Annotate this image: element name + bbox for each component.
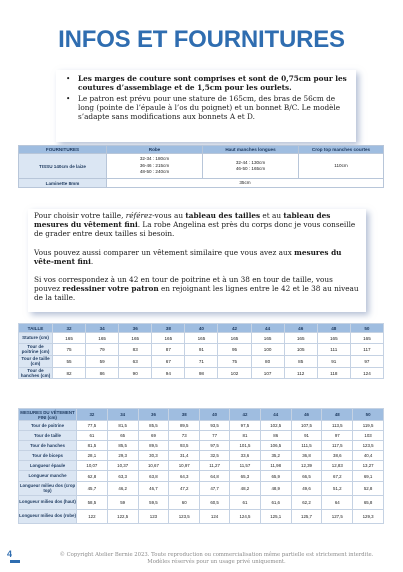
- table-cell: 11,57: [230, 461, 261, 471]
- size-row: [19, 355, 384, 367]
- size-column-header: 46: [284, 324, 317, 333]
- table-cell: 93,5: [200, 421, 230, 431]
- table-cell: 129,3: [353, 509, 384, 523]
- table-cell: 165: [53, 333, 86, 344]
- measurement-row: [19, 495, 384, 509]
- size-column-header: 50: [353, 409, 384, 421]
- note-item-seam: • Les marges de couture sont comprises et sont de 0,75cm pour les coutures d’assemblage et de 1,5cm pour les ourlets.: [66, 74, 347, 93]
- table-cell: 61: [77, 431, 108, 441]
- size-column-header: 38: [169, 409, 200, 421]
- table-cell: 122: [77, 509, 108, 523]
- size-column-header: 46: [291, 409, 322, 421]
- table-cell: 61: [230, 495, 261, 509]
- table-cell: 89,5: [169, 421, 200, 431]
- table-cell: 86: [86, 367, 119, 379]
- table-cell: 117: [350, 344, 383, 356]
- table-cell: 81: [230, 431, 261, 441]
- table-cell: 52,8: [353, 481, 384, 495]
- table-cell: 77: [200, 431, 230, 441]
- table-cell: 95: [218, 344, 251, 356]
- advice-paragraph: Si vos correspondez à un 42 en tour de poitrine et à un 38 en tour de taille, vous pouvez redessiner votre patron en rejoignant les lignes entre le 42 et le 38 au niveau de la taille.: [34, 275, 359, 303]
- size-column-header: 36: [119, 324, 152, 333]
- table-cell: 81,5: [77, 441, 108, 451]
- table-cell: 80: [251, 355, 284, 367]
- table-cell: 51,2: [322, 481, 353, 495]
- table-cell: 12,39: [291, 461, 322, 471]
- supplies-lining-value: 35cm: [107, 179, 384, 188]
- table-cell: 61,6: [260, 495, 291, 509]
- row-label: Tour de poitrine: [19, 421, 77, 431]
- supplies-header: Crop top manches courtes: [299, 146, 384, 154]
- table-cell: 63: [119, 355, 152, 367]
- page-title: INFOS ET FOURNITURES: [58, 26, 345, 53]
- table-cell: 69: [138, 431, 169, 441]
- table-cell: 48,2: [230, 481, 261, 495]
- table-cell: 32,5: [200, 451, 230, 461]
- table-cell: 93,5: [169, 441, 200, 451]
- table-cell: 29,3: [107, 451, 138, 461]
- size-row: [19, 344, 384, 356]
- table-cell: 102: [218, 367, 251, 379]
- table-cell: 60,5: [200, 495, 230, 509]
- measurement-row: [19, 431, 384, 441]
- advice-paragraph: Vous pouvez aussi comparer un vêtement similaire que vous avez aux mesures du vête-ment fini.: [34, 247, 342, 266]
- table-cell: 112: [284, 367, 317, 379]
- table-cell: 83: [119, 344, 152, 356]
- table-cell: 79: [86, 344, 119, 356]
- table-cell: 124,5: [230, 509, 261, 523]
- table-cell: 40,4: [353, 451, 384, 461]
- table-cell: 11,98: [260, 461, 291, 471]
- table-cell: 75: [53, 344, 86, 356]
- table-cell: 77,5: [77, 421, 108, 431]
- size-column-header: 42: [230, 409, 261, 421]
- row-label: Tour de hanches (cm): [19, 367, 53, 379]
- row-label: Tour de biceps: [19, 451, 77, 461]
- table-cell: 107,5: [291, 421, 322, 431]
- row-label: Tour de poitrine (cm): [19, 344, 53, 356]
- table-cell: 97,5: [230, 421, 261, 431]
- table-cell: 122,5: [107, 509, 138, 523]
- table-header-label: MESURES DU VÊTEMENT FINI (cm): [20, 409, 75, 420]
- row-label: Longueur milieu dos (haut): [19, 495, 77, 509]
- table-cell: 10,97: [169, 461, 200, 471]
- table-cell: 100: [251, 344, 284, 356]
- supplies-fabric-label: TISSU 140cm de laize: [19, 154, 107, 179]
- row-label: Tour de taille (cm): [19, 355, 53, 367]
- size-column-header: 50: [350, 324, 383, 333]
- measurement-row: [19, 461, 384, 471]
- table-cell: 60: [169, 495, 200, 509]
- table-cell: 59: [107, 495, 138, 509]
- size-column-header: 40: [200, 409, 230, 421]
- size-column-header: 42: [218, 324, 251, 333]
- table-cell: 165: [350, 333, 383, 344]
- table-cell: 81,5: [107, 421, 138, 431]
- measurement-row: [19, 421, 384, 431]
- table-cell: 113,5: [322, 421, 353, 431]
- table-cell: 165: [185, 333, 218, 344]
- table-cell: 90: [119, 367, 152, 379]
- table-cell: 102,5: [260, 421, 291, 431]
- size-advice-box: [28, 209, 366, 312]
- size-column-header: 34: [107, 409, 138, 421]
- supplies-header: Haut manches longues: [203, 146, 299, 154]
- table-cell: 62,2: [291, 495, 322, 509]
- table-cell: 165: [284, 333, 317, 344]
- table-cell: 63,3: [107, 471, 138, 481]
- size-column-header: 48: [322, 409, 353, 421]
- table-cell: 111,5: [291, 441, 322, 451]
- supplies-robe-cell: 32-34 : 180cm 36-46 : 215cm 48-50 : 240cm: [107, 154, 203, 179]
- table-cell: 118: [317, 367, 350, 379]
- table-cell: 12,83: [322, 461, 353, 471]
- table-cell: 59: [86, 355, 119, 367]
- measurement-row: [19, 509, 384, 523]
- supplies-header: FOURNITURES: [19, 146, 107, 154]
- table-cell: 107: [251, 367, 284, 379]
- table-cell: 124: [200, 509, 230, 523]
- table-cell: 105: [284, 344, 317, 356]
- bullet-icon: •: [66, 74, 71, 83]
- table-cell: 82: [53, 367, 86, 379]
- table-cell: 123: [138, 509, 169, 523]
- table-cell: 31,4: [169, 451, 200, 461]
- measurement-row: [19, 471, 384, 481]
- table-cell: 91: [185, 344, 218, 356]
- table-cell: 91: [317, 355, 350, 367]
- table-cell: 59,5: [138, 495, 169, 509]
- page-number: 4: [7, 549, 13, 559]
- table-cell: 13,27: [353, 461, 384, 471]
- advice-paragraph: Pour choisir votre taille, référez-vous au tableau des tailles et au tableau des mesures du vêtement fini. La robe Angelina est près du corps donc je vous conseille de grader entre deux tailles si besoin.: [34, 211, 356, 239]
- table-cell: 123,5: [353, 441, 384, 451]
- table-cell: 45,7: [77, 481, 108, 495]
- size-column-header: 44: [260, 409, 291, 421]
- table-cell: 48,9: [260, 481, 291, 495]
- table-cell: 165: [86, 333, 119, 344]
- table-cell: 67,2: [322, 471, 353, 481]
- table-cell: 117,5: [322, 441, 353, 451]
- size-table: [18, 323, 384, 379]
- table-cell: 64: [322, 495, 353, 509]
- table-cell: 85,5: [107, 441, 138, 451]
- table-cell: 62,8: [77, 471, 108, 481]
- table-cell: 125,7: [291, 509, 322, 523]
- table-cell: 165: [152, 333, 185, 344]
- row-label: Longueur manche: [19, 471, 77, 481]
- supplies-lining-label: Laminette 8mm: [19, 179, 107, 188]
- table-cell: 98: [185, 367, 218, 379]
- supplies-table: [18, 145, 384, 188]
- note-item-stature: • Le patron est prévu pour une stature de 165cm, des bras de 56cm de long (pointe de l’épaule à l’os du poignet) et un bonnet B/C. Le modèle s’adapte sans modifications aux bonnets A et D.: [66, 93, 341, 122]
- supplies-crop-cell: 110cm: [299, 154, 384, 179]
- size-row: [19, 367, 384, 379]
- table-cell: 66,5: [291, 471, 322, 481]
- size-column-header: 38: [152, 324, 185, 333]
- table-cell: 33,6: [230, 451, 261, 461]
- bullet-icon: •: [66, 93, 71, 103]
- size-column-header: 36: [138, 409, 169, 421]
- measurement-row: [19, 451, 384, 461]
- table-cell: 46,2: [107, 481, 138, 495]
- table-cell: 106,5: [260, 441, 291, 451]
- row-label: Longueur épaule: [19, 461, 77, 471]
- table-cell: 10,67: [138, 461, 169, 471]
- table-cell: 67: [152, 355, 185, 367]
- size-column-header: 48: [317, 324, 350, 333]
- table-cell: 55: [53, 355, 86, 367]
- table-cell: 65,8: [353, 495, 384, 509]
- table-cell: 85,5: [138, 421, 169, 431]
- row-label: Longueur milieu dos (crop top): [19, 482, 76, 494]
- table-cell: 165: [119, 333, 152, 344]
- table-cell: 75: [218, 355, 251, 367]
- table-cell: 35,2: [260, 451, 291, 461]
- table-cell: 69,1: [353, 471, 384, 481]
- table-cell: 65,3: [230, 471, 261, 481]
- table-cell: 11,27: [200, 461, 230, 471]
- finished-measurements-table: [18, 408, 384, 524]
- table-cell: 30,3: [138, 451, 169, 461]
- supplies-haut-cell: 32-44 : 130cm 46-50 : 165cm: [203, 154, 299, 179]
- table-cell: 58,5: [77, 495, 108, 509]
- table-cell: 46,7: [138, 481, 169, 495]
- supplies-header: Robe: [107, 146, 203, 154]
- table-cell: 65: [107, 431, 138, 441]
- size-column-header: 44: [251, 324, 284, 333]
- table-cell: 10,07: [77, 461, 108, 471]
- table-cell: 63,8: [138, 471, 169, 481]
- table-cell: 165: [317, 333, 350, 344]
- table-cell: 97: [350, 355, 383, 367]
- table-cell: 165: [251, 333, 284, 344]
- table-cell: 71: [185, 355, 218, 367]
- table-cell: 85: [284, 355, 317, 367]
- table-cell: 165: [218, 333, 251, 344]
- table-cell: 10,37: [107, 461, 138, 471]
- seam-allowance-notes: [56, 70, 356, 142]
- table-cell: 97,5: [200, 441, 230, 451]
- row-label: Tour de taille: [19, 431, 77, 441]
- table-cell: 119,5: [353, 421, 384, 431]
- table-cell: 124: [350, 367, 383, 379]
- table-header-label: TAILLE: [19, 324, 53, 333]
- table-cell: 91: [291, 431, 322, 441]
- size-column-header: 40: [185, 324, 218, 333]
- table-cell: 28,1: [77, 451, 108, 461]
- page-number-underline: [10, 560, 20, 563]
- table-cell: 49,6: [291, 481, 322, 495]
- table-cell: 125,1: [260, 509, 291, 523]
- table-cell: 94: [152, 367, 185, 379]
- table-cell: 123,5: [169, 509, 200, 523]
- table-cell: 89,5: [138, 441, 169, 451]
- table-cell: 65,9: [260, 471, 291, 481]
- table-cell: 101,5: [230, 441, 261, 451]
- table-cell: 97: [322, 431, 353, 441]
- size-column-header: 32: [53, 324, 86, 333]
- table-cell: 127,5: [322, 509, 353, 523]
- table-cell: 87: [152, 344, 185, 356]
- size-column-header: 34: [86, 324, 119, 333]
- table-cell: 36,8: [291, 451, 322, 461]
- measurement-row: [19, 481, 384, 495]
- table-cell: 103: [353, 431, 384, 441]
- table-cell: 86: [260, 431, 291, 441]
- table-cell: 73: [169, 431, 200, 441]
- size-column-header: 32: [77, 409, 108, 421]
- table-cell: 64,3: [169, 471, 200, 481]
- row-label: Stature (cm): [19, 333, 53, 344]
- table-cell: 47,2: [169, 481, 200, 495]
- row-label: Longueur milieu dos (robe): [19, 509, 77, 523]
- table-cell: 38,6: [322, 451, 353, 461]
- table-cell: 111: [317, 344, 350, 356]
- copyright-footer: © Copyright Atelier Bernie 2023. Toute reproduction ou commercialisation même partielle est strictement interdite. Modèles réservés pour un usage privé uniquement.: [59, 552, 374, 565]
- row-label: Tour de hanches: [19, 441, 77, 451]
- table-cell: 47,7: [200, 481, 230, 495]
- size-row: [19, 333, 384, 344]
- table-cell: 64,8: [200, 471, 230, 481]
- measurement-row: [19, 441, 384, 451]
